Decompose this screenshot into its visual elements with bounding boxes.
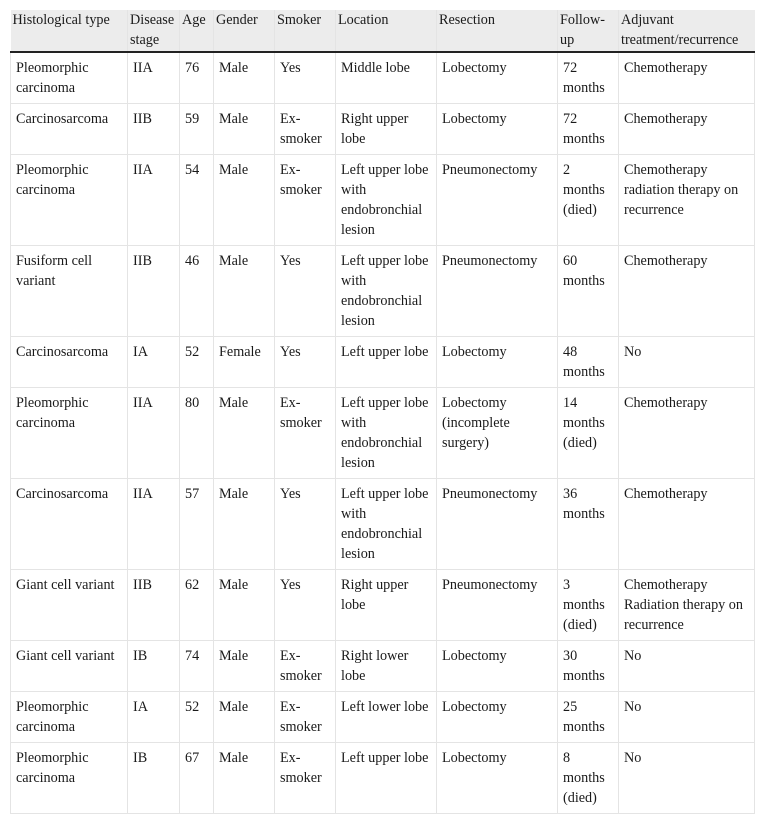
cell-gender: Male: [214, 479, 275, 570]
cell-gender: Male: [214, 52, 275, 104]
cell-adjuvant-treatment: No: [619, 337, 755, 388]
cell-age: 54: [180, 155, 214, 246]
cell-location: Left upper lobe with endobronchial lesion: [336, 155, 437, 246]
cell-smoker: Ex-smoker: [275, 388, 336, 479]
cell-age: 57: [180, 479, 214, 570]
cell-smoker: Yes: [275, 570, 336, 641]
cell-gender: Male: [214, 388, 275, 479]
cell-smoker: Ex-smoker: [275, 641, 336, 692]
cell-histological-type: Carcinosarcoma: [11, 337, 128, 388]
cell-adjuvant-treatment: Chemotherapy: [619, 104, 755, 155]
cell-adjuvant-treatment: No: [619, 743, 755, 814]
cell-smoker: Ex-smoker: [275, 104, 336, 155]
cell-resection: Pneumonectomy: [437, 479, 558, 570]
cell-age: 52: [180, 692, 214, 743]
table-row: [11, 104, 755, 155]
table-row: [11, 52, 755, 104]
cell-resection: Lobectomy: [437, 641, 558, 692]
header-disease-stage: Disease stage: [128, 10, 180, 52]
table-row: [11, 337, 755, 388]
header-follow-up: Follow-up: [558, 10, 619, 52]
table-row: [11, 692, 755, 743]
header-smoker: Smoker: [275, 10, 336, 52]
cell-adjuvant-treatment: Chemotherapy: [619, 479, 755, 570]
cell-age: 46: [180, 246, 214, 337]
table-row: [11, 479, 755, 570]
cell-smoker: Ex-smoker: [275, 743, 336, 814]
cell-disease-stage: IA: [128, 337, 180, 388]
cell-adjuvant-treatment: No: [619, 641, 755, 692]
cell-adjuvant-treatment: No: [619, 692, 755, 743]
cell-adjuvant-treatment: Chemotherapy: [619, 388, 755, 479]
cell-resection: Lobectomy: [437, 743, 558, 814]
cell-histological-type: Carcinosarcoma: [11, 479, 128, 570]
cell-histological-type: Pleomorphic carcinoma: [11, 388, 128, 479]
cell-histological-type: Pleomorphic carcinoma: [11, 52, 128, 104]
header-adjuvant-treatment: Adjuvant treatment/recurrence: [619, 10, 755, 52]
header-location: Location: [336, 10, 437, 52]
cell-location: Left lower lobe: [336, 692, 437, 743]
cell-location: Right upper lobe: [336, 570, 437, 641]
table-row: [11, 388, 755, 479]
cell-gender: Male: [214, 743, 275, 814]
cell-follow-up: 72 months: [558, 52, 619, 104]
cell-follow-up: 8 months (died): [558, 743, 619, 814]
cell-smoker: Yes: [275, 337, 336, 388]
cell-disease-stage: IIB: [128, 570, 180, 641]
cell-adjuvant-treatment: Chemotherapy Radiation therapy on recurrence: [619, 570, 755, 641]
cell-follow-up: 2 months (died): [558, 155, 619, 246]
cell-follow-up: 36 months: [558, 479, 619, 570]
cell-age: 80: [180, 388, 214, 479]
cell-disease-stage: IIA: [128, 52, 180, 104]
cell-disease-stage: IIA: [128, 388, 180, 479]
cell-follow-up: 25 months: [558, 692, 619, 743]
cell-follow-up: 72 months: [558, 104, 619, 155]
cell-histological-type: Giant cell variant: [11, 641, 128, 692]
cell-gender: Male: [214, 246, 275, 337]
cell-resection: Lobectomy: [437, 52, 558, 104]
header-histological-type: Histological type: [11, 10, 128, 52]
cell-location: Left upper lobe: [336, 337, 437, 388]
cell-resection: Pneumonectomy: [437, 246, 558, 337]
cell-follow-up: 48 months: [558, 337, 619, 388]
cell-disease-stage: IIA: [128, 155, 180, 246]
cell-age: 62: [180, 570, 214, 641]
cell-histological-type: Fusiform cell variant: [11, 246, 128, 337]
cell-location: Left upper lobe: [336, 743, 437, 814]
header-resection: Resection: [437, 10, 558, 52]
cell-resection: Pneumonectomy: [437, 155, 558, 246]
cell-resection: Lobectomy: [437, 337, 558, 388]
cell-smoker: Ex-smoker: [275, 692, 336, 743]
cell-age: 76: [180, 52, 214, 104]
cell-histological-type: Pleomorphic carcinoma: [11, 743, 128, 814]
cell-age: 52: [180, 337, 214, 388]
table-row: [11, 155, 755, 246]
cell-location: Middle lobe: [336, 52, 437, 104]
cell-disease-stage: IB: [128, 641, 180, 692]
cell-histological-type: Pleomorphic carcinoma: [11, 692, 128, 743]
cell-smoker: Ex-smoker: [275, 155, 336, 246]
cell-gender: Male: [214, 641, 275, 692]
table-row: [11, 641, 755, 692]
cell-adjuvant-treatment: Chemotherapy: [619, 52, 755, 104]
cell-adjuvant-treatment: Chemotherapy radiation therapy on recurrence: [619, 155, 755, 246]
header-age: Age: [180, 10, 214, 52]
cell-gender: Male: [214, 104, 275, 155]
cell-location: Right upper lobe: [336, 104, 437, 155]
header-gender: Gender: [214, 10, 275, 52]
cell-follow-up: 14 months (died): [558, 388, 619, 479]
cell-resection: Pneumonectomy: [437, 570, 558, 641]
clinical-data-table-container: [10, 10, 754, 814]
cell-gender: Male: [214, 570, 275, 641]
cell-smoker: Yes: [275, 52, 336, 104]
cell-smoker: Yes: [275, 479, 336, 570]
cell-resection: Lobectomy (incomplete surgery): [437, 388, 558, 479]
table-header: [11, 10, 755, 52]
cell-location: Left upper lobe with endobronchial lesion: [336, 246, 437, 337]
cell-resection: Lobectomy: [437, 692, 558, 743]
cell-follow-up: 30 months: [558, 641, 619, 692]
cell-gender: Female: [214, 337, 275, 388]
table-row: [11, 246, 755, 337]
cell-age: 59: [180, 104, 214, 155]
cell-follow-up: 3 months (died): [558, 570, 619, 641]
cell-location: Right lower lobe: [336, 641, 437, 692]
header-row: [11, 10, 755, 52]
cell-adjuvant-treatment: Chemotherapy: [619, 246, 755, 337]
cell-disease-stage: IIA: [128, 479, 180, 570]
cell-disease-stage: IA: [128, 692, 180, 743]
cell-smoker: Yes: [275, 246, 336, 337]
cell-disease-stage: IIB: [128, 104, 180, 155]
table-row: [11, 743, 755, 814]
cell-disease-stage: IB: [128, 743, 180, 814]
cell-location: Left upper lobe with endobronchial lesion: [336, 479, 437, 570]
cell-location: Left upper lobe with endobronchial lesion: [336, 388, 437, 479]
cell-follow-up: 60 months: [558, 246, 619, 337]
cell-histological-type: Carcinosarcoma: [11, 104, 128, 155]
cell-gender: Male: [214, 692, 275, 743]
cell-resection: Lobectomy: [437, 104, 558, 155]
table-row: [11, 570, 755, 641]
cell-age: 67: [180, 743, 214, 814]
table-body: [11, 52, 755, 814]
cell-histological-type: Giant cell variant: [11, 570, 128, 641]
cell-age: 74: [180, 641, 214, 692]
cell-disease-stage: IIB: [128, 246, 180, 337]
clinical-data-table: [10, 10, 755, 814]
cell-gender: Male: [214, 155, 275, 246]
cell-histological-type: Pleomorphic carcinoma: [11, 155, 128, 246]
